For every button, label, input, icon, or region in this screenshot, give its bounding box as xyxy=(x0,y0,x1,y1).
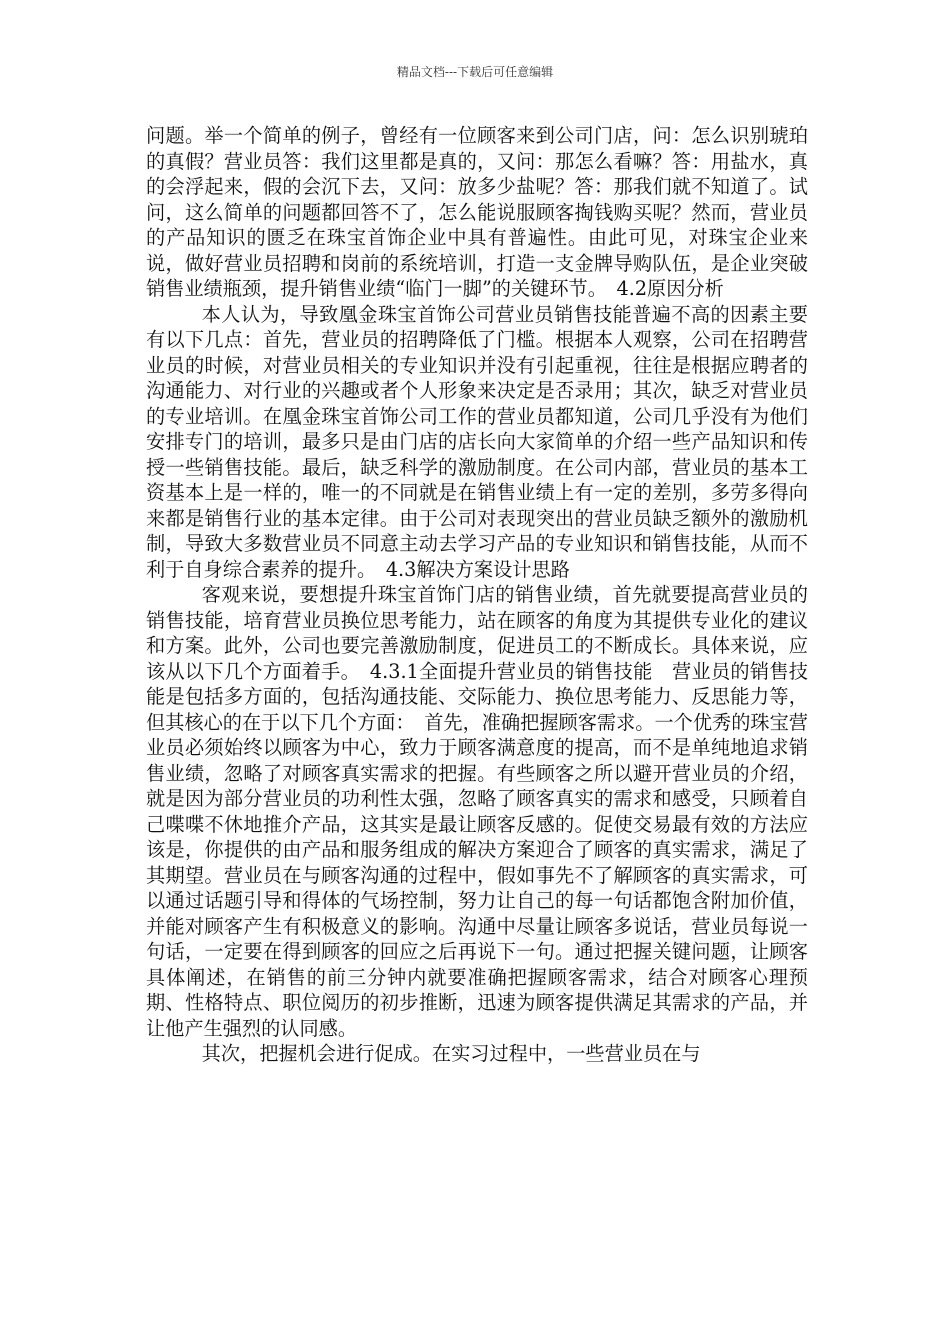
paragraph: 问题。举一个简单的例子，曾经有一位顾客来到公司门店，问：怎么识别琥珀的真假？营业员答：我们这里都是真的，又问：那怎么看嘛？答：用盐水，真的会浮起来，假的会沉下去，又问：放多少盐呢？答：那我们就不知道了。试问，这么简单的问题都回答不了，怎么能说服顾客掏钱购买呢？然而，营业员的产品知识的匮乏在珠宝首饰企业中具有普遍性。由此可见，对珠宝企业来说，做好营业员招聘和岗前的系统培训，打造一支金牌导购队伍，是企业突破销售业绩瓶颈，提升销售业绩“临门一脚”的关键环节。 4.2原因分析 xyxy=(146,124,808,300)
document-body xyxy=(146,123,808,1067)
paragraph: 其次，把握机会进行促成。在实习过程中，一些营业员在与 xyxy=(201,1042,701,1065)
paragraph: 客观来说，要想提升珠宝首饰门店的销售业绩，首先就要提高营业员的销售技能，培育营业员换位思考能力，站在顾客的角度为其提供专业化的建议和方案。此外，公司也要完善激励制度，促进员工的不断成长。具体来说，应该从以下几个方面着手。 4.3.1全面提升营业员的销售技能 营业员的销售技能是包括多方面的，包括沟通技能、交际能力、换位思考能力、反思能力等，但其核心的在于以下几个方面： 首先，准确把握顾客需求。一个优秀的珠宝营业员必须始终以顾客为中心，致力于顾客满意度的提高，而不是单纯地追求销售业绩，忽略了对顾客真实需求的把握。有些顾客之所以避开营业员的介绍，就是因为部分营业员的功利性太强，忽略了顾客真实的需求和感受，只顾着自己喋喋不休地推介产品，这其实是最让顾客反感的。促使交易最有效的方法应该是，你提供的由产品和服务组成的解决方案迎合了顾客的真实需求，满足了其期望。营业员在与顾客沟通的过程中，假如事先不了解顾客的真实需求，可以通过话题引导和得体的气场控制，努力让自己的每一句话都饱含附加价值，并能对顾客产生有积极意义的影响。沟通中尽量让顾客多说话，营业员每说一句话，一定要在得到顾客的回应之后再说下一句。通过把握关键问题，让顾客具体阐述，在销售的前三分钟内就要准确把握顾客需求，结合对顾客心理预期、性格特点、职位阅历的初步推断，迅速为顾客提供满足其需求的产品，并让他产生强烈的认同感。 xyxy=(146,583,808,1040)
paragraph: 本人认为，导致凰金珠宝首饰公司营业员销售技能普遍不高的因素主要有以下几点：首先，营业员的招聘降低了门槛。根据本人观察，公司在招聘营业员的时候，对营业员相关的专业知识并没有引起重视，往往是根据应聘者的沟通能力、对行业的兴趣或者个人形象来决定是否录用；其次，缺乏对营业员的专业培训。在凰金珠宝首饰公司工作的营业员都知道，公司几乎没有为他们安排专门的培训，最多只是由门店的店长向大家简单的介绍一些产品知识和传授一些销售技能。最后，缺乏科学的激励制度。在公司内部，营业员的基本工资基本上是一样的，唯一的不同就是在销售业绩上有一定的差别，多劳多得向来都是销售行业的基本定律。由于公司对表现突出的营业员缺乏额外的激励机制，导致大多数营业员不同意主动去学习产品的专业知识和销售技能，从而不利于自身综合素养的提升。 4.3解决方案设计思路 xyxy=(146,302,808,581)
page-header: 精品文档---下载后可任意编辑 xyxy=(396,65,554,79)
